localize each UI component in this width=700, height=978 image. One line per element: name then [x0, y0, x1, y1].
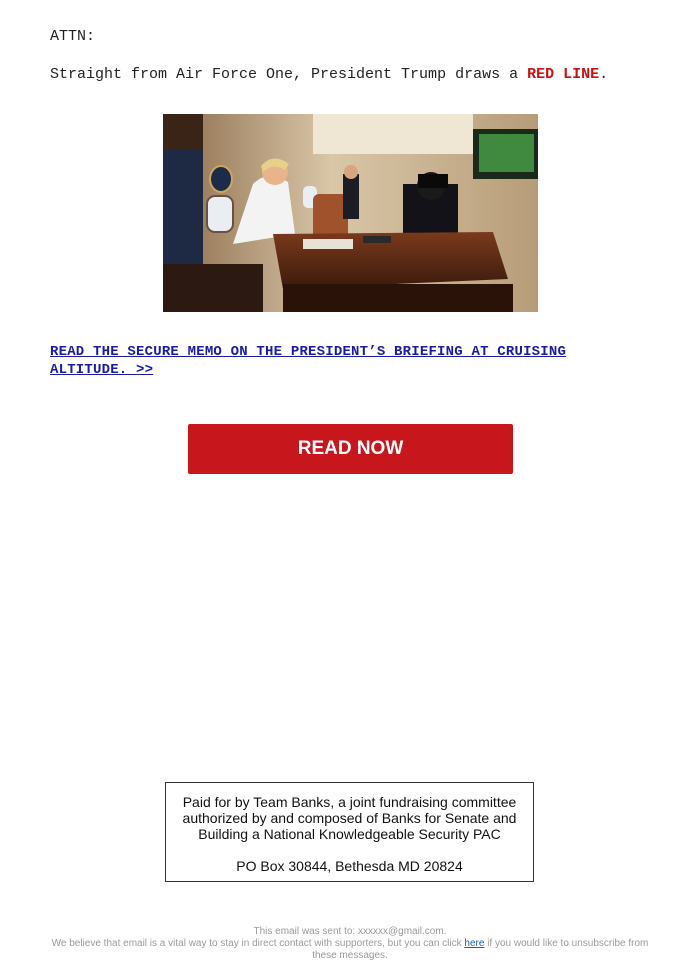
- paid-for-disclaimer-box: [165, 782, 534, 882]
- unsubscribe-text-before: We believe that email is a vital way to stay in direct contact with supporters, but you can click: [51, 938, 462, 949]
- unsubscribe-link[interactable]: here: [464, 938, 485, 949]
- read-now-button[interactable]: READ NOW: [188, 424, 513, 474]
- email-footer: [40, 926, 660, 962]
- unsubscribe-text-after: if you would like to unsubscribe from these messages.: [312, 938, 649, 961]
- sent-to-notice: This email was sent to: xxxxxx@gmail.com.: [253, 926, 447, 937]
- greeting: ATTN:: [50, 28, 96, 45]
- lead-text: [50, 66, 608, 83]
- paid-for-text: Paid for by Team Banks, a joint fundraising committee authorized by and composed of Banks for Senate and Building a National Knowledgeable Security PAC: [182, 794, 517, 842]
- secure-memo-link[interactable]: READ THE SECURE MEMO ON THE PRESIDENT’S BRIEFING AT CRUISING ALTITUDE. >>: [50, 344, 567, 378]
- lead-text-body: Straight from Air Force One, President Trump draws a: [50, 66, 519, 83]
- cabin-photo-illustration: [163, 114, 538, 312]
- lead-text-end: .: [599, 66, 609, 83]
- red-line-highlight: RED LINE: [527, 66, 600, 83]
- unsubscribe-notice: [40, 938, 660, 962]
- mailing-address: PO Box 30844, Bethesda MD 20824: [236, 858, 463, 874]
- air-force-one-photo[interactable]: [163, 114, 538, 312]
